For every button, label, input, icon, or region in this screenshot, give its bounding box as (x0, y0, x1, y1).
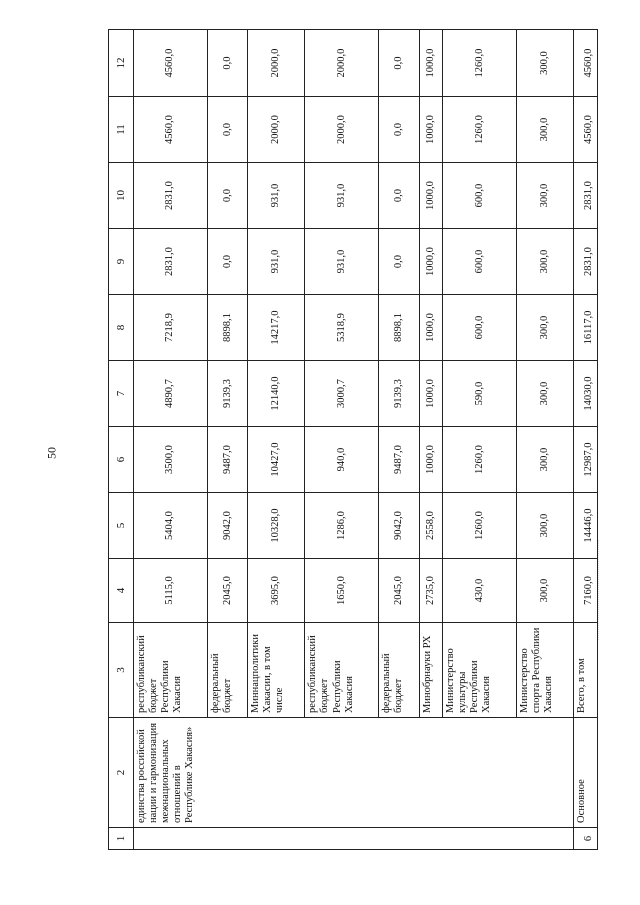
value-cell: 600,0 (443, 295, 517, 361)
value-cell: 2735,0 (419, 559, 443, 623)
value-cell: 14217,0 (248, 295, 305, 361)
value-cell: 2831,0 (574, 229, 598, 295)
page-number: 50 (44, 447, 59, 459)
program-name-cell: Основное (574, 718, 598, 828)
value-cell: 14030,0 (574, 361, 598, 427)
header-cell: 8 (109, 295, 134, 361)
value-cell: 0,0 (379, 163, 419, 229)
header-cell: 3 (109, 623, 134, 718)
value-cell: 8898,1 (207, 295, 247, 361)
row-number-cell: 6 (574, 828, 598, 850)
value-cell: 1260,0 (443, 493, 517, 559)
value-cell: 300,0 (517, 295, 574, 361)
value-cell: 300,0 (517, 97, 574, 163)
table-row-last (574, 30, 598, 850)
value-cell: 300,0 (517, 559, 574, 623)
value-cell: 931,0 (248, 229, 305, 295)
value-cell: 2000,0 (248, 97, 305, 163)
value-cell: 5318,9 (305, 295, 379, 361)
value-cell: 4560,0 (574, 30, 598, 97)
value-cell: 4560,0 (134, 30, 208, 97)
value-cell: 1650,0 (305, 559, 379, 623)
header-cell: 12 (109, 30, 134, 97)
source-cell: республиканский бюджет Республики Хакасия (305, 623, 379, 718)
source-cell: федеральный бюджет (207, 623, 247, 718)
header-cell: 11 (109, 97, 134, 163)
table-row (134, 30, 208, 850)
value-cell: 12987,0 (574, 427, 598, 493)
value-cell: 1000,0 (419, 361, 443, 427)
value-cell: 9139,3 (207, 361, 247, 427)
value-cell: 9487,0 (379, 427, 419, 493)
value-cell: 3695,0 (248, 559, 305, 623)
value-cell: 931,0 (248, 163, 305, 229)
value-cell: 931,0 (305, 163, 379, 229)
value-cell: 0,0 (379, 229, 419, 295)
value-cell: 4560,0 (574, 97, 598, 163)
value-cell: 600,0 (443, 163, 517, 229)
value-cell: 10328,0 (248, 493, 305, 559)
source-cell: Миннацполитики Хакасии, в том числе (248, 623, 305, 718)
value-cell: 9042,0 (207, 493, 247, 559)
source-cell: Минобрнауки РХ (419, 623, 443, 718)
source-cell: федеральный бюджет (379, 623, 419, 718)
header-row (109, 30, 134, 850)
value-cell: 300,0 (517, 163, 574, 229)
value-cell: 2000,0 (305, 30, 379, 97)
value-cell: 1000,0 (419, 163, 443, 229)
value-cell: 8898,1 (379, 295, 419, 361)
value-cell: 5404,0 (134, 493, 208, 559)
scan-artifact (598, 540, 621, 640)
value-cell: 0,0 (207, 97, 247, 163)
value-cell: 9042,0 (379, 493, 419, 559)
value-cell: 590,0 (443, 361, 517, 427)
program-name-cell: единства российской нации и гармонизация межнациональных отношений в Республике Хакасия» (134, 718, 574, 828)
value-cell: 1000,0 (419, 427, 443, 493)
value-cell: 1000,0 (419, 97, 443, 163)
value-cell: 0,0 (207, 229, 247, 295)
header-cell: 5 (109, 493, 134, 559)
value-cell: 7218,9 (134, 295, 208, 361)
source-cell: Всего, в том (574, 623, 598, 718)
header-cell: 9 (109, 229, 134, 295)
source-cell: Министерство спорта Республики Хакасия (517, 623, 574, 718)
value-cell: 0,0 (379, 97, 419, 163)
row-number-cell (134, 828, 574, 850)
value-cell: 0,0 (207, 30, 247, 97)
value-cell: 12140,0 (248, 361, 305, 427)
value-cell: 2000,0 (248, 30, 305, 97)
value-cell: 16117,0 (574, 295, 598, 361)
value-cell: 300,0 (517, 427, 574, 493)
value-cell: 14446,0 (574, 493, 598, 559)
value-cell: 300,0 (517, 30, 574, 97)
source-cell: республиканский бюджет Республики Хакасия (134, 623, 208, 718)
rotated-table-wrapper (108, 30, 598, 850)
header-cell: 10 (109, 163, 134, 229)
value-cell: 300,0 (517, 361, 574, 427)
value-cell: 2045,0 (207, 559, 247, 623)
value-cell: 300,0 (517, 493, 574, 559)
value-cell: 2831,0 (134, 229, 208, 295)
value-cell: 4890,7 (134, 361, 208, 427)
value-cell: 2831,0 (574, 163, 598, 229)
value-cell: 3500,0 (134, 427, 208, 493)
source-cell: Министерство культуры Республики Хакасия (443, 623, 517, 718)
value-cell: 940,0 (305, 427, 379, 493)
value-cell: 300,0 (517, 229, 574, 295)
value-cell: 10427,0 (248, 427, 305, 493)
value-cell: 2558,0 (419, 493, 443, 559)
header-cell: 4 (109, 559, 134, 623)
value-cell: 3000,7 (305, 361, 379, 427)
value-cell: 0,0 (207, 163, 247, 229)
value-cell: 4560,0 (134, 97, 208, 163)
value-cell: 600,0 (443, 229, 517, 295)
value-cell: 2045,0 (379, 559, 419, 623)
value-cell: 1260,0 (443, 30, 517, 97)
header-cell: 6 (109, 427, 134, 493)
value-cell: 2831,0 (134, 163, 208, 229)
value-cell: 931,0 (305, 229, 379, 295)
value-cell: 5115,0 (134, 559, 208, 623)
value-cell: 7160,0 (574, 559, 598, 623)
value-cell: 1000,0 (419, 30, 443, 97)
value-cell: 430,0 (443, 559, 517, 623)
value-cell: 1286,0 (305, 493, 379, 559)
header-cell: 7 (109, 361, 134, 427)
value-cell: 9139,3 (379, 361, 419, 427)
value-cell: 9487,0 (207, 427, 247, 493)
value-cell: 1000,0 (419, 295, 443, 361)
value-cell: 0,0 (379, 30, 419, 97)
value-cell: 1000,0 (419, 229, 443, 295)
budget-table (108, 29, 598, 850)
value-cell: 1260,0 (443, 97, 517, 163)
value-cell: 2000,0 (305, 97, 379, 163)
header-cell: 1 (109, 828, 134, 850)
header-cell: 2 (109, 718, 134, 828)
value-cell: 1260,0 (443, 427, 517, 493)
